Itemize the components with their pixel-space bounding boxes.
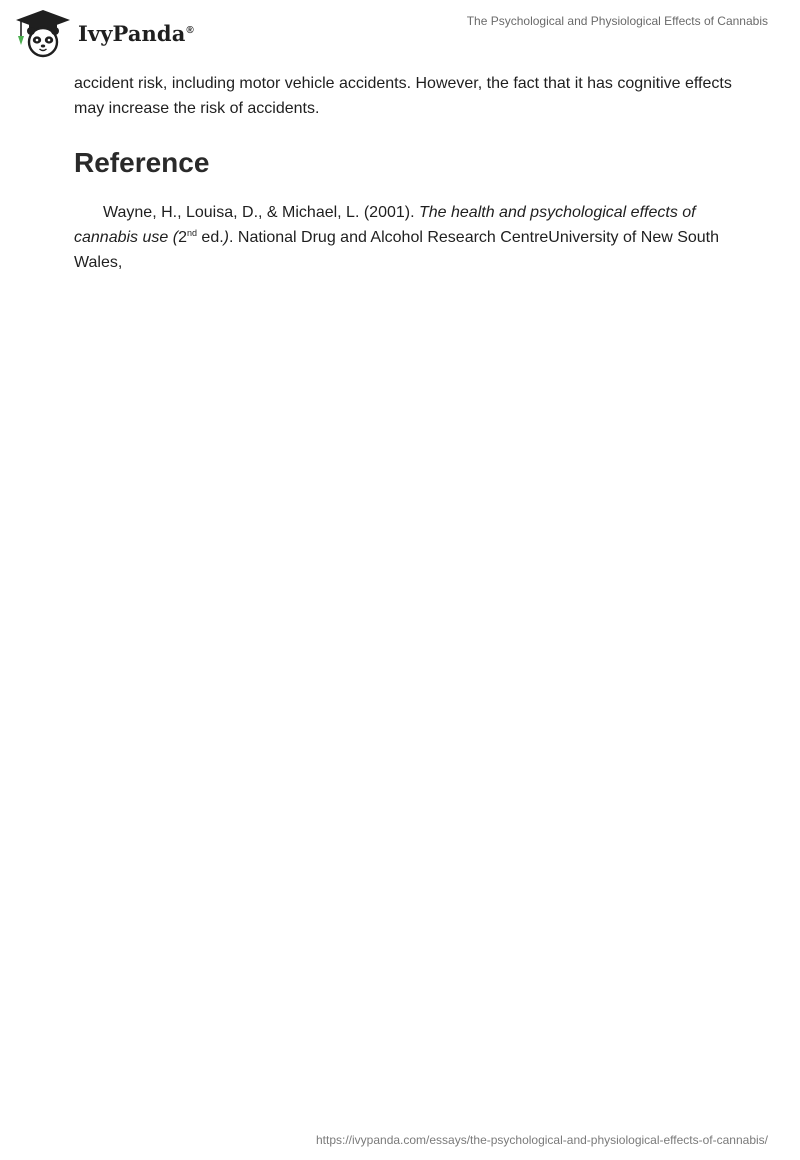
reference-title: The health and psychological effects of cannabis use ( — [74, 204, 696, 246]
reference-italic-close: ) — [223, 229, 229, 246]
reference-publisher: . National Drug and Alcohol Research CentreUniversity of New South Wales, — [74, 229, 720, 271]
document-body — [74, 71, 734, 275]
logo-wordmark: IvyPanda® — [78, 20, 194, 46]
document-title: The Psychological and Physiological Effects of Cannabis — [466, 14, 768, 28]
source-url[interactable]: https://ivypanda.com/essays/the-psychological-and-physiological-effects-of-cannabis/ — [315, 1133, 768, 1147]
reference-heading: Reference — [74, 147, 210, 178]
reference-entry — [74, 200, 734, 275]
reference-edition-number: 2 — [178, 229, 187, 246]
panda-graduate-icon — [14, 8, 72, 58]
reference-edition-word: ed. — [196, 229, 224, 246]
registered-mark: ® — [186, 24, 194, 36]
site-logo[interactable] — [14, 8, 194, 58]
body-paragraph: accident risk, including motor vehicle accidents. However, the fact that it has cognitive effects may increase the risk of accidents. — [74, 75, 732, 117]
reference-edition-suffix: nd — [186, 228, 197, 238]
reference-authors: Wayne, H., Louisa, D., & Michael, L. (2001). — [103, 204, 419, 221]
